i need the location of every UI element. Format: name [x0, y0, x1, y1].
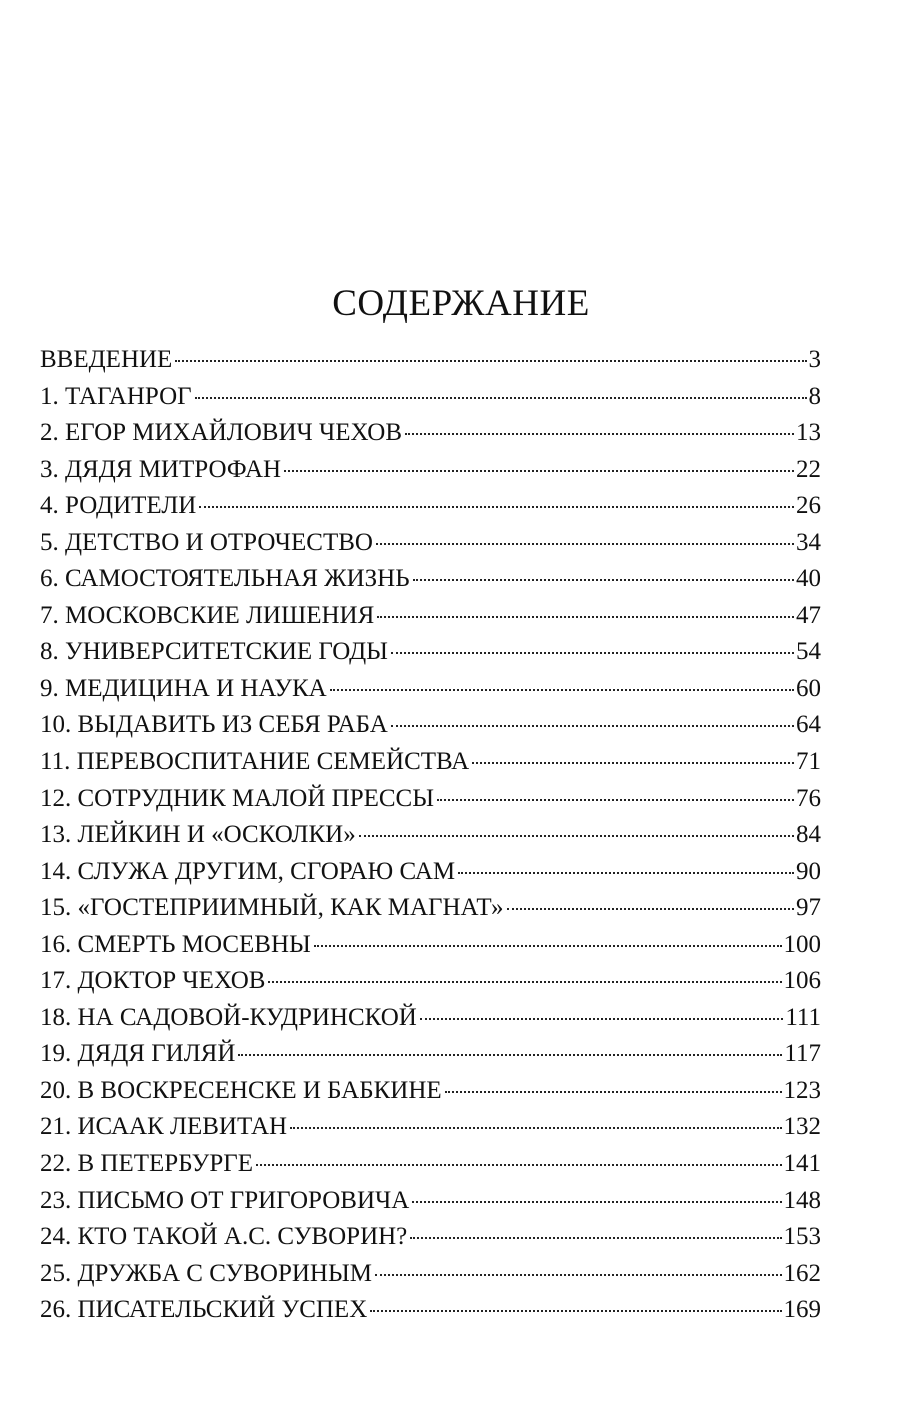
toc-entry-title: 25. ДРУЖБА С СУВОРИНЫМ	[40, 1259, 373, 1287]
dot-leader	[376, 543, 794, 545]
toc-entry	[40, 379, 821, 416]
toc-entry-page-number: 84	[796, 821, 821, 849]
toc-entry-title: 23. ПИСЬМО ОТ ГРИГОРОВИЧА	[40, 1186, 410, 1214]
toc-entry-title: 12. СОТРУДНИК МАЛОЙ ПРЕССЫ	[40, 784, 435, 812]
toc-entry-page-number: 106	[783, 967, 821, 995]
toc-entry-title: 22. В ПЕТЕРБУРГЕ	[40, 1150, 254, 1178]
dot-leader	[377, 616, 794, 618]
dot-leader	[405, 433, 794, 435]
toc-entry-title: 26. ПИСАТЕЛЬСКИЙ УСПЕХ	[40, 1296, 368, 1324]
toc-entry-title: 20. В ВОСКРЕСЕНСКЕ И БАБКИНЕ	[40, 1076, 442, 1104]
toc-entry	[40, 634, 821, 671]
toc-entry-page-number: 153	[783, 1223, 821, 1251]
toc-entry-page-number: 26	[796, 492, 821, 520]
toc-entry	[40, 488, 821, 525]
toc-entry-title: 9. МЕДИЦИНА И НАУКА	[40, 674, 327, 702]
toc-entry	[40, 1036, 821, 1073]
toc-entry	[40, 1183, 821, 1220]
dot-leader	[507, 908, 794, 910]
dot-leader	[420, 1018, 784, 1020]
toc-entry-page-number: 162	[783, 1259, 821, 1287]
toc-entry-page-number: 8	[808, 382, 821, 410]
dot-leader	[391, 725, 794, 727]
toc-entry-page-number: 60	[796, 674, 821, 702]
toc-entry-page-number: 148	[783, 1186, 821, 1214]
toc-entry	[40, 1256, 821, 1293]
toc-entry	[40, 817, 821, 854]
toc-entry-title: 3. ДЯДЯ МИТРОФАН	[40, 455, 282, 483]
toc-entry-title: 6. САМОСТОЯТЕЛЬНАЯ ЖИЗНЬ	[40, 565, 410, 593]
toc-entry-page-number: 141	[783, 1150, 821, 1178]
toc-entry-page-number: 76	[796, 784, 821, 812]
toc-entry-page-number: 47	[796, 601, 821, 629]
page-title: СОДЕРЖАНИЕ	[332, 283, 590, 324]
toc-entry	[40, 1292, 821, 1329]
dot-leader	[359, 835, 794, 837]
toc-entry-title: 11. ПЕРЕВОСПИТАНИЕ СЕМЕЙСТВА	[40, 748, 470, 776]
dot-leader	[370, 1310, 781, 1312]
toc-entry-page-number: 40	[796, 565, 821, 593]
toc-entry-title: 18. НА САДОВОЙ-КУДРИНСКОЙ	[40, 1003, 417, 1031]
toc-entry-title: 19. ДЯДЯ ГИЛЯЙ	[40, 1040, 236, 1068]
dot-leader	[445, 1091, 782, 1093]
toc-entry-page-number: 34	[796, 528, 821, 556]
toc-entry	[40, 1073, 821, 1110]
toc-entry	[40, 1146, 821, 1183]
toc-entry	[40, 744, 821, 781]
dot-leader	[437, 799, 794, 801]
toc-entry	[40, 1109, 821, 1146]
toc-entry-title: 15. «ГОСТЕПРИИМНЫЙ, КАК МАГНАТ»	[40, 894, 504, 922]
dot-leader	[391, 652, 794, 654]
toc-entry-page-number: 100	[783, 930, 821, 958]
toc-entry-title: 17. ДОКТОР ЧЕХОВ	[40, 967, 266, 995]
toc-entry-page-number: 71	[796, 748, 821, 776]
toc-entry	[40, 561, 821, 598]
toc-entry-title: 21. ИСААК ЛЕВИТАН	[40, 1113, 288, 1141]
dot-leader	[330, 689, 794, 691]
toc-entry	[40, 415, 821, 452]
toc-entry-title: 8. УНИВЕРСИТЕТСКИЕ ГОДЫ	[40, 638, 388, 666]
toc-entry	[40, 1219, 821, 1256]
toc-entry	[40, 452, 821, 489]
toc-entry	[40, 927, 821, 964]
toc-entry-title: 13. ЛЕЙКИН И «ОСКОЛКИ»	[40, 821, 356, 849]
toc-entry	[40, 342, 821, 379]
toc-entry-page-number: 13	[796, 419, 821, 447]
dot-leader	[413, 579, 794, 581]
dot-leader	[290, 1127, 781, 1129]
toc-entry-title: 4. РОДИТЕЛИ	[40, 492, 197, 520]
toc-entry-page-number: 22	[796, 455, 821, 483]
dot-leader	[412, 1201, 781, 1203]
toc-entry	[40, 671, 821, 708]
toc-entry-page-number: 64	[796, 711, 821, 739]
dot-leader	[458, 872, 794, 874]
dot-leader	[410, 1237, 781, 1239]
toc-entry	[40, 781, 821, 818]
toc-entry-page-number: 132	[783, 1113, 821, 1141]
dot-leader	[284, 470, 794, 472]
toc-entry-page-number: 111	[785, 1003, 821, 1031]
toc-entry-page-number: 90	[796, 857, 821, 885]
dot-leader	[175, 360, 806, 362]
dot-leader	[238, 1054, 782, 1056]
toc-entry-page-number: 169	[783, 1296, 821, 1324]
dot-leader	[472, 762, 794, 764]
toc-entry	[40, 1000, 821, 1037]
toc-entry-page-number: 54	[796, 638, 821, 666]
toc-entry-page-number: 97	[796, 894, 821, 922]
toc-entry	[40, 890, 821, 927]
toc-entry-title: 5. ДЕТСТВО И ОТРОЧЕСТВО	[40, 528, 373, 556]
toc-entry	[40, 854, 821, 891]
toc-entry	[40, 598, 821, 635]
dot-leader	[199, 506, 794, 508]
toc-entry-page-number: 117	[784, 1040, 821, 1068]
toc-entry-title: ВВЕДЕНИЕ	[40, 346, 173, 373]
toc-entry-title: 10. ВЫДАВИТЬ ИЗ СЕБЯ РАБА	[40, 711, 388, 739]
toc-entry-title: 2. ЕГОР МИХАЙЛОВИЧ ЧЕХОВ	[40, 419, 403, 447]
dot-leader	[256, 1164, 781, 1166]
dot-leader	[375, 1274, 781, 1276]
toc-entry-title: 7. МОСКОВСКИЕ ЛИШЕНИЯ	[40, 601, 375, 629]
dot-leader	[314, 945, 782, 947]
toc-entry	[40, 525, 821, 562]
dot-leader	[268, 981, 781, 983]
dot-leader	[195, 397, 807, 399]
toc-entry-page-number: 3	[808, 346, 821, 373]
toc-entry-title: 1. ТАГАНРОГ	[40, 382, 192, 410]
toc-entry-page-number: 123	[783, 1076, 821, 1104]
toc-entry	[40, 707, 821, 744]
toc-entry	[40, 963, 821, 1000]
toc-entry-title: 16. СМЕРТЬ МОСЕВНЫ	[40, 930, 311, 958]
table-of-contents	[40, 342, 821, 1329]
toc-entry-title: 24. КТО ТАКОЙ А.С. СУВОРИН?	[40, 1223, 408, 1251]
toc-entry-title: 14. СЛУЖА ДРУГИМ, СГОРАЮ САМ	[40, 857, 456, 885]
